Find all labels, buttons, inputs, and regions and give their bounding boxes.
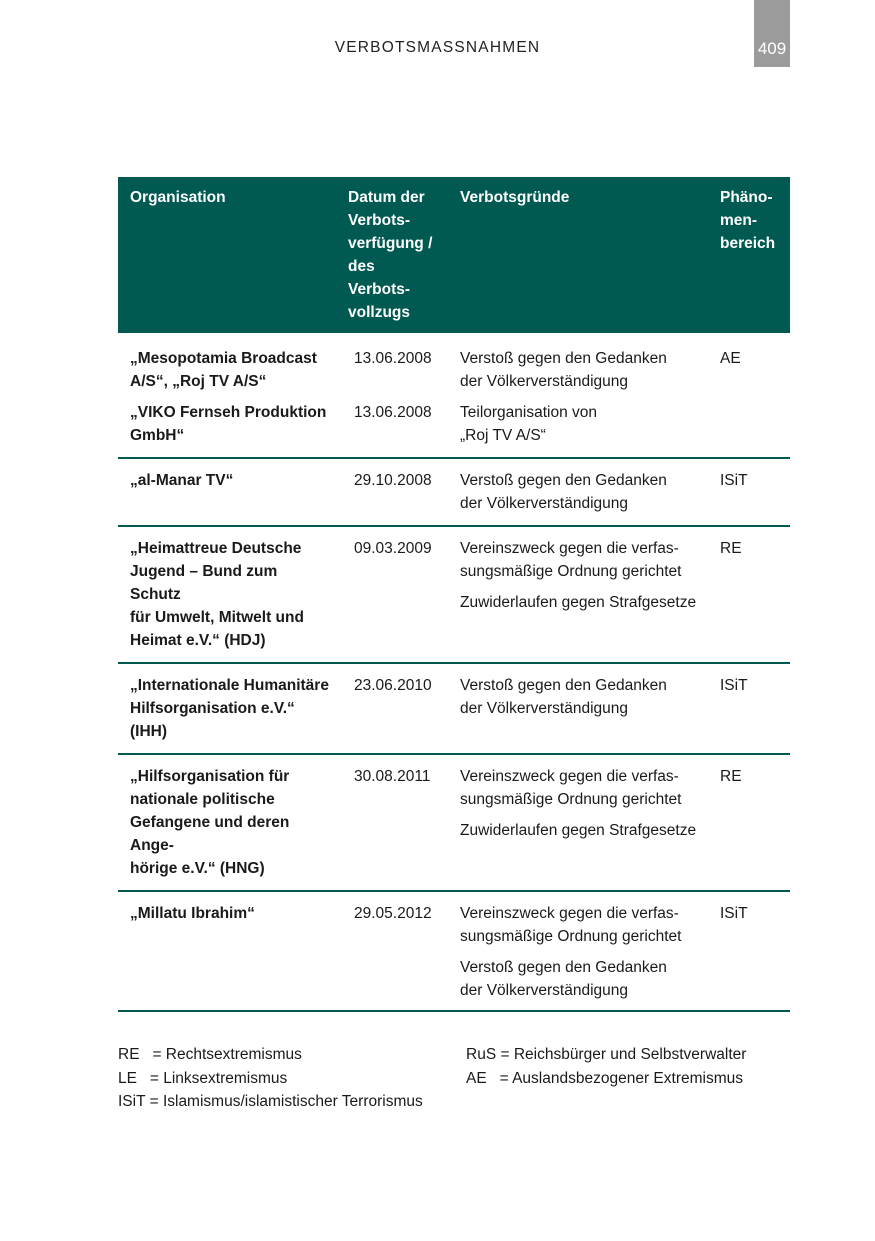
organisation-cell: „al-Manar TV“	[118, 458, 336, 526]
bereich-cell: ISiT	[708, 458, 790, 526]
reasons-cell	[448, 526, 708, 663]
header-verbotsgruende: Verbotsgründe	[448, 177, 708, 333]
ban-measures-table-container	[118, 177, 790, 1012]
table-row	[118, 754, 790, 891]
page-number-tab	[754, 0, 790, 67]
header-phaenomenbereich: Phäno- men- bereich	[708, 177, 790, 333]
bereich-cell: RE	[708, 754, 790, 891]
header-organisation: Organisation	[118, 177, 336, 333]
bereich-cell: RE	[708, 526, 790, 663]
reason: Teilorganisation von „Roj TV A/S“	[460, 404, 598, 444]
reasons-cell	[448, 458, 708, 526]
legend-item: LE = Linksextremismus	[118, 1069, 288, 1087]
reasons-cell	[448, 663, 708, 754]
date-cell: 13.06.2008	[354, 350, 432, 367]
reason: Vereinszweck gegen die verfas- sungsmäßige Ordnung gerichtet	[460, 905, 682, 945]
reason: Verstoß gegen den Gedanken der Völkerverständigung	[460, 350, 667, 390]
organisation-cell: „Millatu Ibrahim“	[118, 891, 336, 1011]
table-header-row	[118, 177, 790, 333]
organisation-cell: „Internationale Humanitäre Hilfsorganisation e.V.“ (IHH)	[118, 663, 336, 754]
date-cell: 13.06.2008	[336, 393, 448, 458]
date-cell: 29.05.2012	[336, 891, 448, 1011]
date-cell: 23.06.2010	[336, 663, 448, 754]
reasons-cell	[448, 891, 708, 1011]
reason: Vereinszweck gegen die verfas- sungsmäßige Ordnung gerichtet	[460, 540, 682, 580]
bereich-cell: ISiT	[708, 891, 790, 1011]
organisation-cell: „Hilfsorganisation für nationale politische Gefangene und deren Ange- hörige e.V.“ (HNG)	[118, 754, 336, 891]
reason: Verstoß gegen den Gedanken der Völkerverständigung	[460, 472, 667, 512]
reason: Verstoß gegen den Gedanken der Völkerverständigung	[460, 959, 667, 999]
bereich-cell	[708, 393, 790, 458]
table-row	[118, 333, 790, 393]
reason: Verstoß gegen den Gedanken der Völkerverständigung	[460, 677, 667, 717]
organisation-cell: „Heimattreue Deutsche Jugend – Bund zum Schutz für Umwelt, Mitwelt und Heimat e.V.“ (HDJ)	[118, 526, 336, 663]
reasons-cell	[448, 333, 708, 393]
legend-item: RuS = Reichsbürger und Selbstverwalter	[466, 1046, 747, 1063]
table-row	[118, 393, 790, 458]
date-cell: 09.03.2009	[336, 526, 448, 663]
ban-measures-table	[118, 177, 790, 1012]
legend-right	[466, 1043, 746, 1090]
running-head: VERBOTSMASSNAHMEN	[334, 39, 541, 56]
table-row	[118, 663, 790, 754]
legend-left	[118, 1043, 423, 1114]
organisation-cell: „VIKO Fernseh Produktion GmbH“	[118, 393, 336, 458]
legend-item: ISiT = Islamismus/islamistischer Terrorismus	[118, 1093, 423, 1110]
reason: Zuwiderlaufen gegen Strafgesetze	[460, 594, 697, 611]
reason: Zuwiderlaufen gegen Strafgesetze	[460, 822, 697, 839]
legend-item: RE = Rechtsextremismus	[118, 1046, 302, 1063]
date-cell: 30.08.2011	[336, 754, 448, 891]
organisation-cell: „Mesopotamia Broadcast A/S“, „Roj TV A/S“	[130, 350, 317, 390]
table-row	[118, 526, 790, 663]
reason: Vereinszweck gegen die verfas- sungsmäßige Ordnung gerichtet	[460, 768, 682, 808]
date-cell: 29.10.2008	[336, 458, 448, 526]
reasons-cell	[448, 754, 708, 891]
page-number: 409	[757, 39, 787, 58]
reasons-cell	[448, 393, 708, 458]
table-row	[118, 458, 790, 526]
bereich-cell: AE	[720, 350, 741, 367]
bereich-cell: ISiT	[708, 663, 790, 754]
table-row	[118, 891, 790, 1011]
header-datum: Datum der Verbots- verfügung / des Verbots- vollzugs	[336, 177, 448, 333]
legend-item: AE = Auslandsbezogener Extremismus	[466, 1069, 743, 1087]
